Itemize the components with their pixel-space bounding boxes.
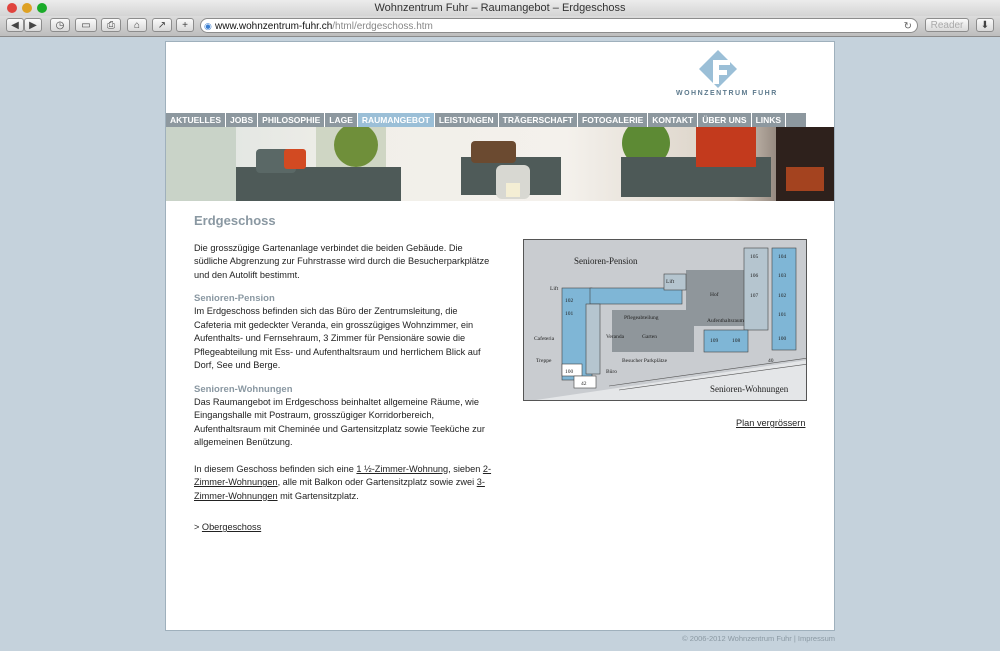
nav-item-aktuelles[interactable]: AKTUELLES [166,113,226,127]
footer-copyright[interactable]: © 2006-2012 Wohnzentrum Fuhr | Impressum [682,634,835,643]
plan-room-107: 107 [750,293,759,299]
apartments-text-4: mit Gartensitzplatz. [277,490,359,501]
reader-button[interactable]: Reader [925,18,969,32]
reload-icon[interactable]: ↻ [903,21,912,32]
new-tab-button[interactable]: + [176,18,194,32]
apartments-text-3: , alle mit Balkon oder Gartensitzplatz sowie zwei [277,477,477,487]
close-window-button[interactable] [7,3,17,13]
header-photo-banner [166,127,834,201]
plan-label-lift-2: Lift [666,279,675,285]
browser-toolbar [0,16,1000,37]
apartments-text-2: , sieben [448,463,483,474]
plan-room-105: 105 [750,254,759,260]
zoom-window-button[interactable] [37,3,47,13]
link-2-zimmer-wohnungen[interactable]: 2-Zimmer-Wohnungen [194,463,492,487]
plan-room-108: 108 [732,338,741,344]
section-text-senioren-wohnungen: Das Raumangebot im Erdgeschoss beinhaltet allgemeine Räume, wie Eingangshalle mit Postraum, grosszügiger Korridorbereich, Aufenthaltsraum mit Cheminée und Gartensitzplatz sowie Teeküche zur allgemeinen Benützung. [194,396,485,447]
next-arrow: > [194,522,202,532]
plan-room-104: 104 [778,254,787,260]
section-text-senioren-pension: Im Erdgeschoss befinden sich das Büro der Zentrumsleitung, die Cafeteria mit gedeckter Veranda, ein grosszügiges Wohnzimmer, ein Aufenthalts- und Fernsehraum, 3 Zimmer für Pensionäre sowie die Pflegeabteilung mit Ess- und Aufenthaltsraum und herrlichem Blick auf Dorf, See und Berge. [194,306,481,370]
home-icon[interactable]: ⌂ [127,18,147,32]
nav-item-leistungen[interactable]: LEISTUNGEN [435,113,499,127]
web-page [165,41,835,631]
share-icon[interactable]: ↗ [152,18,172,32]
intro-text: Die grosszügige Gartenanlage verbindet die beiden Gebäude. Die südliche Abgrenzung zur Fuhrstrasse wird durch die Besucherparkplätze und den Autolift bestimmt. [194,242,490,280]
main-content [194,214,494,535]
nav-item-fotogalerie[interactable]: FOTOGALERIE [578,113,648,127]
plan-label-veranda: Veranda [606,334,625,340]
history-icon[interactable]: ◷ [50,18,70,32]
plan-label-buero: Büro [606,369,617,375]
plan-label-senioren-wohnungen: Senioren-Wohnungen [710,384,789,394]
plan-label-pflegeabteilung: Pflegeabteilung [624,315,659,321]
section-heading-senioren-wohnungen: Senioren-Wohnungen [194,383,293,395]
globe-icon: ◉ [204,21,212,31]
nav-item-traegerschaft[interactable]: TRÄGERSCHAFT [499,113,578,127]
link-3-zimmer-wohnungen[interactable]: 3-Zimmer-Wohnungen [194,477,485,501]
nav-item-jobs[interactable]: JOBS [226,113,258,127]
window-titlebar [0,0,1000,16]
back-button[interactable]: ◀ [6,18,24,32]
plan-label-senioren-pension: Senioren-Pension [574,256,638,266]
plan-label-lift-1: Lift [550,286,559,292]
plan-room-100-b: 100 [778,336,787,342]
apartments-text-1: In diesem Geschoss befinden sich eine [194,463,357,474]
plan-label-parkplaetze: Besucher Parkplätze [622,358,668,364]
plan-room-100-a: 100 [565,369,574,375]
plan-label-aufenthaltsraum: Aufenthaltsraum [707,318,744,324]
url-path: /html/erdgeschoss.htm [332,21,433,32]
link-1-5-zimmer-wohnung[interactable]: 1 ½-Zimmer-Wohnung [356,463,449,474]
plan-room-101-b: 101 [778,312,787,318]
forward-button[interactable]: ▶ [24,18,42,32]
downloads-icon[interactable]: ⬇ [976,18,994,32]
plan-room-102-a: 102 [565,298,574,304]
plan-room-101-a: 101 [565,311,574,317]
nav-item-raumangebot[interactable]: RAUMANGEBOT [358,113,435,127]
page-title: Erdgeschoss [194,213,276,228]
bookmarks-icon[interactable]: ▭ [75,18,97,32]
section-heading-senioren-pension: Senioren-Pension [194,293,275,304]
window-title: Wohnzentrum Fuhr – Raumangebot – Erdgeschoss [374,2,626,14]
plan-label-garten: Garten [642,334,657,340]
next-floor-line [194,521,494,535]
nav-item-ueber-uns[interactable]: ÜBER UNS [698,113,751,127]
plan-label-hof: Hof [710,292,719,298]
floor-plan-image[interactable] [523,239,807,401]
plan-label-treppe: Treppe [536,358,552,364]
plan-room-40: 40 [768,358,774,364]
link-obergeschoss[interactable]: Obergeschoss [201,522,262,532]
plan-room-106: 106 [750,273,759,279]
logo-text: WOHNZENTRUM FUHR [676,90,778,97]
plan-room-102-b: 102 [778,293,787,299]
plan-enlarge-link[interactable]: Plan vergrössern [736,418,806,428]
minimize-window-button[interactable] [22,3,32,13]
nav-item-philosophie[interactable]: PHILOSOPHIE [258,113,325,127]
nav-item-lage[interactable]: LAGE [325,113,358,127]
plan-room-103: 103 [778,273,787,279]
print-icon[interactable]: ⎙ [101,18,121,32]
nav-item-kontakt[interactable]: KONTAKT [648,113,698,127]
apartments-paragraph [194,463,494,504]
plan-label-cafeteria: Cafeteria [534,336,555,342]
plan-room-109: 109 [710,338,719,344]
lounge-photo [166,127,834,201]
url-host: www.wohnzentrum-fuhr.ch [215,21,333,32]
nav-item-links[interactable]: LINKS [752,113,787,127]
plan-room-42: 42 [581,381,587,387]
address-bar[interactable] [200,18,918,33]
main-navigation [166,113,806,127]
